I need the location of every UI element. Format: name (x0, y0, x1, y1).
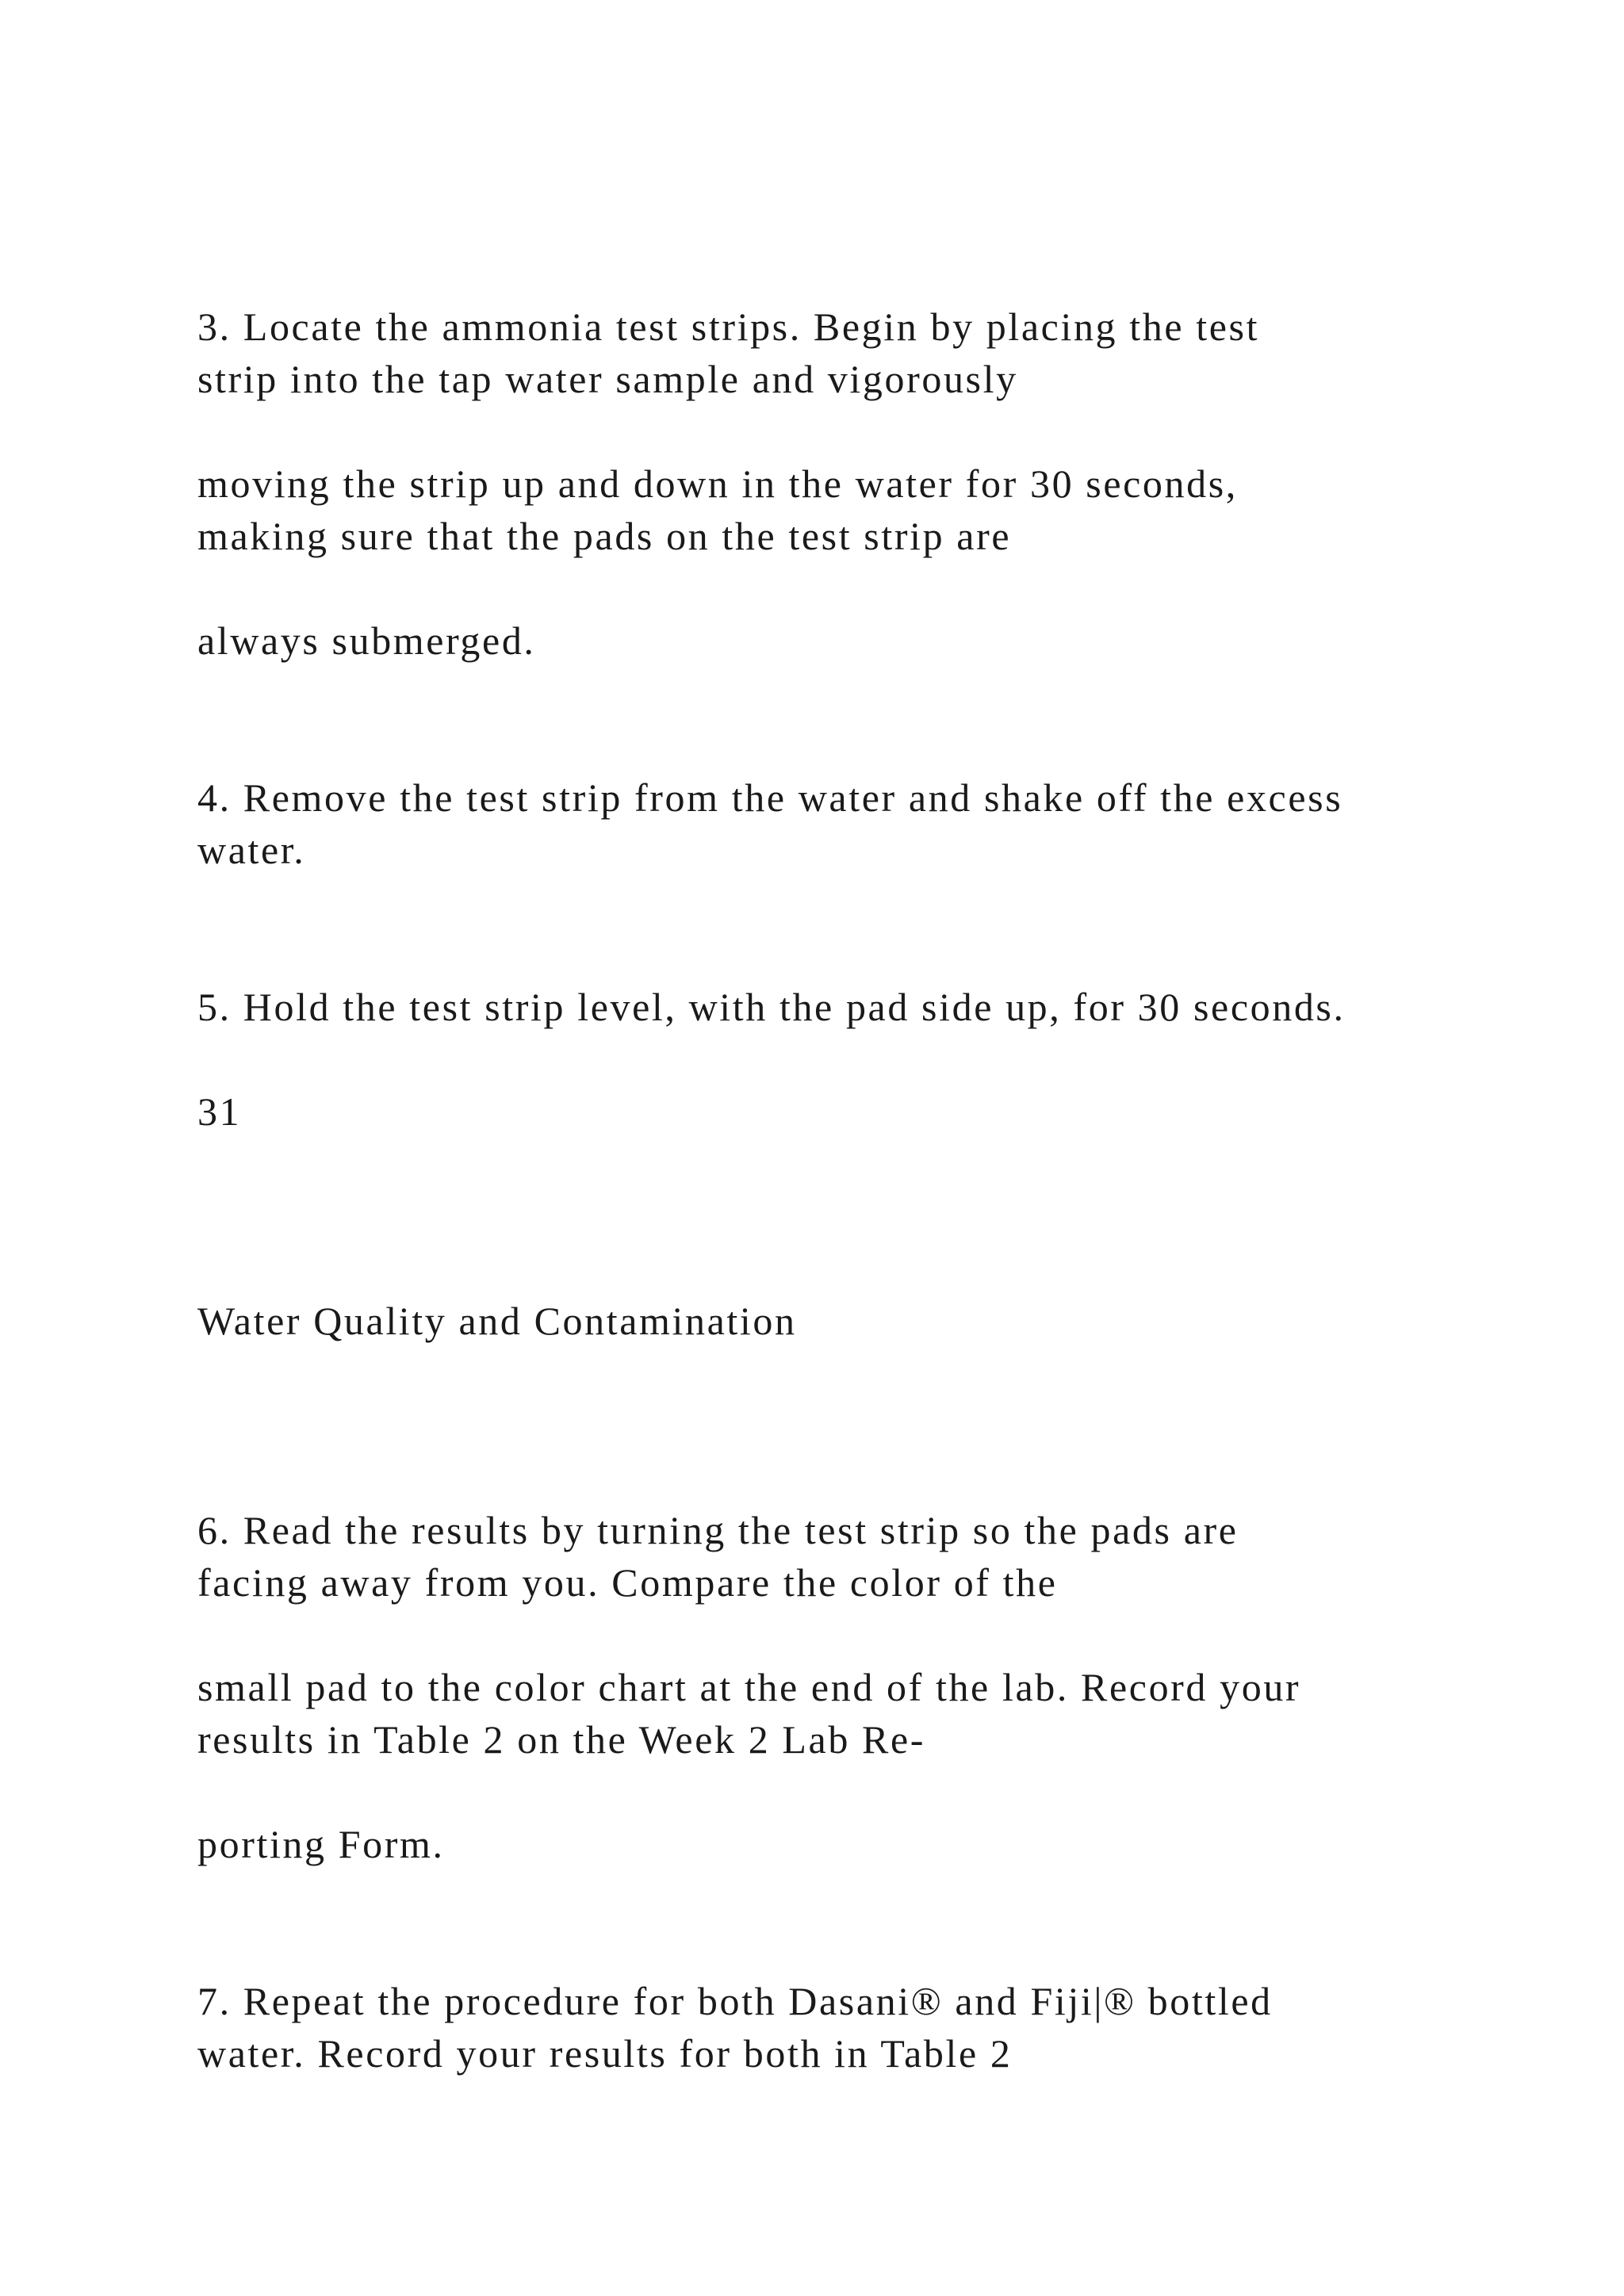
step-3-line-5: always submerged. (197, 618, 536, 663)
step-4-line-2: water. (197, 828, 306, 872)
step-3-line-1: 3. Locate the ammonia test strips. Begin by placing the test (197, 304, 1260, 349)
running-header: Water Quality and Contamination (197, 1299, 797, 1343)
step-7-line-2: water. Record your results for both in Table 2 (197, 2031, 1013, 2076)
step-6-line-1: 6. Read the results by turning the test strip so the pads are (197, 1508, 1239, 1552)
step-3-line-3: moving the strip up and down in the water for 30 seconds, (197, 461, 1238, 506)
step-5-line-1: 5. Hold the test strip level, with the pad side up, for 30 seconds. (197, 985, 1346, 1029)
step-4-line-1: 4. Remove the test strip from the water and shake off the excess (197, 775, 1343, 820)
step-3-line-2: strip into the tap water sample and vigorously (197, 357, 1018, 401)
step-6-line-3: small pad to the color chart at the end of the lab. Record your (197, 1665, 1301, 1709)
step-7-line-1: 7. Repeat the procedure for both Dasani® and Fiji|® bottled (197, 1979, 1273, 2023)
step-6-line-4: results in Table 2 on the Week 2 Lab Re- (197, 1717, 926, 1762)
step-6-line-5: porting Form. (197, 1822, 445, 1866)
page-number: 31 (197, 1089, 242, 1134)
step-6-line-2: facing away from you. Compare the color of the (197, 1560, 1058, 1605)
step-3-line-4: making sure that the pads on the test strip are (197, 514, 1012, 558)
